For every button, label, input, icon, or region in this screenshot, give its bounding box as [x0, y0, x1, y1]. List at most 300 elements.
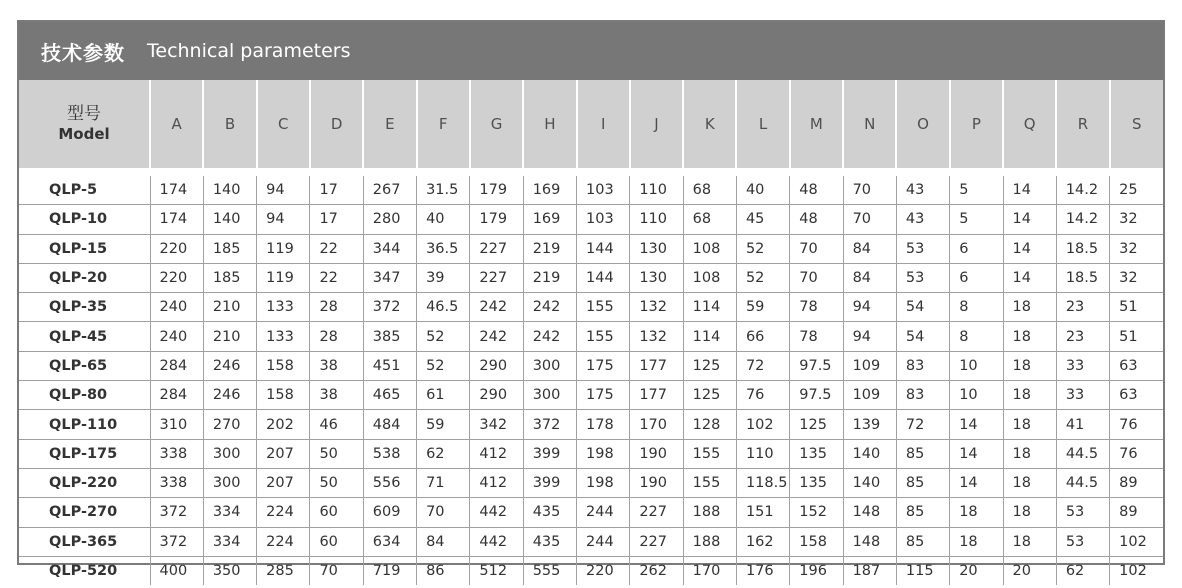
table-row [19, 410, 1163, 439]
value-cell: 133 [257, 322, 310, 351]
value-cell: 54 [896, 293, 949, 322]
model-cell: QLP-5 [19, 172, 150, 205]
value-cell: 484 [363, 410, 416, 439]
value-cell: 385 [363, 322, 416, 351]
column-header-r: R [1056, 80, 1109, 172]
value-cell: 46 [310, 410, 363, 439]
value-cell: 119 [257, 234, 310, 263]
value-cell: 110 [630, 172, 683, 205]
value-cell: 207 [257, 468, 310, 497]
value-cell: 300 [523, 381, 576, 410]
value-cell: 97.5 [790, 351, 843, 380]
value-cell: 70 [843, 205, 896, 234]
value-cell: 170 [630, 410, 683, 439]
value-cell: 62 [1056, 556, 1109, 585]
value-cell: 177 [630, 381, 683, 410]
value-cell: 148 [843, 527, 896, 556]
value-cell: 284 [150, 351, 203, 380]
value-cell: 83 [896, 381, 949, 410]
value-cell: 33 [1056, 381, 1109, 410]
model-cell: QLP-365 [19, 527, 150, 556]
value-cell: 85 [896, 498, 949, 527]
value-cell: 188 [683, 498, 736, 527]
value-cell: 71 [417, 468, 470, 497]
value-cell: 125 [683, 381, 736, 410]
value-cell: 342 [470, 410, 523, 439]
column-header-g: G [470, 80, 523, 172]
column-header-n: N [843, 80, 896, 172]
value-cell: 310 [150, 410, 203, 439]
value-cell: 89 [1110, 498, 1163, 527]
value-cell: 347 [363, 263, 416, 292]
value-cell: 52 [736, 263, 789, 292]
value-cell: 118.5 [736, 468, 789, 497]
value-cell: 242 [523, 322, 576, 351]
value-cell: 262 [630, 556, 683, 585]
model-cell: QLP-270 [19, 498, 150, 527]
model-label-en: Model [58, 125, 110, 143]
model-cell: QLP-65 [19, 351, 150, 380]
value-cell: 103 [577, 205, 630, 234]
value-cell: 140 [203, 205, 256, 234]
value-cell: 52 [736, 234, 789, 263]
value-cell: 68 [683, 172, 736, 205]
table-row [19, 172, 1163, 205]
value-cell: 244 [577, 498, 630, 527]
value-cell: 155 [577, 322, 630, 351]
value-cell: 227 [470, 234, 523, 263]
value-cell: 18.5 [1056, 263, 1109, 292]
value-cell: 132 [630, 293, 683, 322]
table-row [19, 205, 1163, 234]
value-cell: 70 [790, 263, 843, 292]
value-cell: 66 [736, 322, 789, 351]
table-row [19, 322, 1163, 351]
value-cell: 399 [523, 439, 576, 468]
column-header-f: F [417, 80, 470, 172]
column-header-b: B [203, 80, 256, 172]
value-cell: 119 [257, 263, 310, 292]
value-cell: 465 [363, 381, 416, 410]
value-cell: 290 [470, 351, 523, 380]
value-cell: 280 [363, 205, 416, 234]
title-chinese: 技术参数 [41, 40, 125, 65]
value-cell: 115 [896, 556, 949, 585]
value-cell: 334 [203, 498, 256, 527]
value-cell: 108 [683, 234, 736, 263]
value-cell: 33 [1056, 351, 1109, 380]
value-cell: 400 [150, 556, 203, 585]
value-cell: 285 [257, 556, 310, 585]
value-cell: 185 [203, 263, 256, 292]
value-cell: 350 [203, 556, 256, 585]
value-cell: 538 [363, 439, 416, 468]
value-cell: 14 [1003, 263, 1056, 292]
value-cell: 97.5 [790, 381, 843, 410]
value-cell: 44.5 [1056, 468, 1109, 497]
value-cell: 442 [470, 527, 523, 556]
table-row [19, 498, 1163, 527]
value-cell: 108 [683, 263, 736, 292]
title-english: Technical parameters [147, 40, 351, 62]
value-cell: 242 [470, 322, 523, 351]
value-cell: 109 [843, 351, 896, 380]
value-cell: 14 [1003, 172, 1056, 205]
value-cell: 155 [683, 468, 736, 497]
value-cell: 300 [203, 439, 256, 468]
model-cell: QLP-80 [19, 381, 150, 410]
value-cell: 102 [1110, 556, 1163, 585]
value-cell: 22 [310, 263, 363, 292]
value-cell: 158 [257, 381, 310, 410]
table-row [19, 293, 1163, 322]
value-cell: 130 [630, 234, 683, 263]
value-cell: 185 [203, 234, 256, 263]
value-cell: 609 [363, 498, 416, 527]
value-cell: 187 [843, 556, 896, 585]
value-cell: 140 [843, 439, 896, 468]
value-cell: 17 [310, 205, 363, 234]
value-cell: 48 [790, 172, 843, 205]
value-cell: 18.5 [1056, 234, 1109, 263]
value-cell: 412 [470, 468, 523, 497]
value-cell: 158 [790, 527, 843, 556]
value-cell: 300 [523, 351, 576, 380]
value-cell: 22 [310, 234, 363, 263]
model-column-header [19, 80, 150, 172]
value-cell: 174 [150, 205, 203, 234]
value-cell: 169 [523, 172, 576, 205]
value-cell: 139 [843, 410, 896, 439]
value-cell: 344 [363, 234, 416, 263]
value-cell: 372 [150, 498, 203, 527]
value-cell: 70 [310, 556, 363, 585]
value-cell: 372 [150, 527, 203, 556]
value-cell: 50 [310, 439, 363, 468]
value-cell: 188 [683, 527, 736, 556]
model-cell: QLP-520 [49, 563, 118, 579]
value-cell: 51 [1110, 322, 1163, 351]
table-row [19, 234, 1163, 263]
value-cell: 555 [523, 556, 576, 585]
value-cell: 207 [257, 439, 310, 468]
value-cell: 372 [523, 410, 576, 439]
value-cell: 6 [950, 234, 1003, 263]
value-cell: 202 [257, 410, 310, 439]
value-cell: 25 [1110, 172, 1163, 205]
value-cell: 18 [1003, 322, 1056, 351]
value-cell: 219 [523, 234, 576, 263]
value-cell: 300 [203, 468, 256, 497]
value-cell: 53 [896, 263, 949, 292]
value-cell: 190 [630, 468, 683, 497]
value-cell: 63 [1110, 351, 1163, 380]
value-cell: 198 [577, 468, 630, 497]
value-cell: 240 [150, 293, 203, 322]
value-cell: 18 [1003, 381, 1056, 410]
value-cell: 8 [950, 293, 1003, 322]
value-cell: 85 [896, 527, 949, 556]
value-cell: 94 [257, 205, 310, 234]
value-cell: 43 [896, 205, 949, 234]
model-cell: QLP-110 [19, 410, 150, 439]
value-cell: 60 [310, 527, 363, 556]
model-label-cn: 型号 [67, 104, 101, 124]
value-cell: 435 [523, 527, 576, 556]
column-header-e: E [363, 80, 416, 172]
column-header-s: S [1110, 80, 1163, 172]
value-cell: 51 [1110, 293, 1163, 322]
value-cell: 114 [683, 322, 736, 351]
value-cell: 72 [896, 410, 949, 439]
value-cell: 40 [417, 205, 470, 234]
value-cell: 220 [577, 556, 630, 585]
value-cell: 32 [1110, 205, 1163, 234]
value-cell: 109 [843, 381, 896, 410]
value-cell: 246 [203, 351, 256, 380]
value-cell: 719 [363, 556, 416, 585]
value-cell: 176 [736, 556, 789, 585]
column-header-l: L [736, 80, 789, 172]
value-cell: 59 [736, 293, 789, 322]
value-cell: 144 [577, 234, 630, 263]
value-cell: 14 [950, 439, 1003, 468]
value-cell: 14 [1003, 234, 1056, 263]
value-cell: 227 [630, 527, 683, 556]
value-cell: 31.5 [417, 172, 470, 205]
value-cell: 76 [1110, 410, 1163, 439]
value-cell: 198 [577, 439, 630, 468]
value-cell: 14.2 [1056, 205, 1109, 234]
value-cell: 334 [203, 527, 256, 556]
value-cell: 84 [417, 527, 470, 556]
value-cell: 14.2 [1056, 172, 1109, 205]
column-header-q: Q [1003, 80, 1056, 172]
value-cell: 179 [470, 172, 523, 205]
model-cell: QLP-45 [19, 322, 150, 351]
table-body [19, 172, 1163, 585]
value-cell: 435 [523, 498, 576, 527]
value-cell: 8 [950, 322, 1003, 351]
value-cell: 227 [630, 498, 683, 527]
value-cell: 10 [950, 381, 1003, 410]
value-cell: 85 [896, 439, 949, 468]
value-cell: 110 [736, 439, 789, 468]
value-cell: 155 [683, 439, 736, 468]
value-cell: 17 [310, 172, 363, 205]
value-cell: 18 [1003, 293, 1056, 322]
value-cell: 18 [950, 498, 1003, 527]
value-cell: 125 [790, 410, 843, 439]
value-cell: 14 [950, 468, 1003, 497]
value-cell: 18 [1003, 410, 1056, 439]
value-cell: 59 [417, 410, 470, 439]
value-cell: 284 [150, 381, 203, 410]
value-cell: 103 [577, 172, 630, 205]
table-row [19, 527, 1163, 556]
value-cell: 14 [1003, 205, 1056, 234]
value-cell: 85 [896, 468, 949, 497]
value-cell: 41 [1056, 410, 1109, 439]
value-cell: 170 [683, 556, 736, 585]
model-cell: QLP-35 [19, 293, 150, 322]
value-cell: 6 [950, 263, 1003, 292]
value-cell: 23 [1056, 293, 1109, 322]
value-cell: 190 [630, 439, 683, 468]
value-cell: 52 [417, 351, 470, 380]
value-cell: 38 [310, 381, 363, 410]
value-cell: 63 [1110, 381, 1163, 410]
value-cell: 210 [203, 293, 256, 322]
value-cell: 148 [843, 498, 896, 527]
value-cell: 133 [257, 293, 310, 322]
value-cell: 39 [417, 263, 470, 292]
value-cell: 158 [257, 351, 310, 380]
value-cell: 18 [1003, 439, 1056, 468]
value-cell: 18 [1003, 351, 1056, 380]
value-cell: 70 [843, 172, 896, 205]
value-cell: 44.5 [1056, 439, 1109, 468]
value-cell: 89 [1110, 468, 1163, 497]
table-row [19, 263, 1163, 292]
value-cell: 40 [736, 172, 789, 205]
table-row [19, 381, 1163, 410]
table-row [19, 351, 1163, 380]
value-cell: 54 [896, 322, 949, 351]
column-header-o: O [896, 80, 949, 172]
value-cell: 43 [896, 172, 949, 205]
value-cell: 125 [683, 351, 736, 380]
table-row [19, 556, 1163, 585]
table-header-row [19, 80, 1163, 172]
value-cell: 338 [150, 468, 203, 497]
column-header-c: C [257, 80, 310, 172]
value-cell: 18 [1003, 468, 1056, 497]
value-cell: 412 [470, 439, 523, 468]
title-bar [19, 22, 1163, 80]
value-cell: 140 [203, 172, 256, 205]
value-cell: 175 [577, 351, 630, 380]
table-row [19, 439, 1163, 468]
value-cell: 53 [896, 234, 949, 263]
value-cell: 20 [1003, 556, 1056, 585]
value-cell: 162 [736, 527, 789, 556]
value-cell: 83 [896, 351, 949, 380]
value-cell: 219 [523, 263, 576, 292]
value-cell: 110 [630, 205, 683, 234]
value-cell: 196 [790, 556, 843, 585]
value-cell: 52 [417, 322, 470, 351]
value-cell: 70 [790, 234, 843, 263]
value-cell: 270 [203, 410, 256, 439]
value-cell: 94 [843, 293, 896, 322]
value-cell: 28 [310, 322, 363, 351]
value-cell: 46.5 [417, 293, 470, 322]
value-cell: 18 [1003, 498, 1056, 527]
value-cell: 290 [470, 381, 523, 410]
value-cell: 102 [1110, 527, 1163, 556]
value-cell: 70 [417, 498, 470, 527]
value-cell: 267 [363, 172, 416, 205]
model-cell: QLP-10 [19, 205, 150, 234]
column-header-m: M [790, 80, 843, 172]
value-cell: 224 [257, 498, 310, 527]
value-cell: 61 [417, 381, 470, 410]
column-header-p: P [950, 80, 1003, 172]
model-cell: QLP-20 [19, 263, 150, 292]
table-row [19, 468, 1163, 497]
value-cell: 28 [310, 293, 363, 322]
value-cell: 76 [1110, 439, 1163, 468]
value-cell: 102 [736, 410, 789, 439]
value-cell: 151 [736, 498, 789, 527]
value-cell: 177 [630, 351, 683, 380]
value-cell: 114 [683, 293, 736, 322]
value-cell: 60 [310, 498, 363, 527]
value-cell: 36.5 [417, 234, 470, 263]
value-cell: 135 [790, 468, 843, 497]
value-cell: 135 [790, 439, 843, 468]
value-cell: 78 [790, 293, 843, 322]
value-cell: 94 [257, 172, 310, 205]
value-cell: 128 [683, 410, 736, 439]
value-cell: 48 [790, 205, 843, 234]
value-cell: 94 [843, 322, 896, 351]
value-cell: 53 [1056, 527, 1109, 556]
value-cell: 86 [417, 556, 470, 585]
column-header-j: J [630, 80, 683, 172]
parameters-table [19, 80, 1163, 585]
technical-parameters-panel [17, 20, 1165, 579]
column-header-i: I [577, 80, 630, 172]
column-header-d: D [310, 80, 363, 172]
column-header-h: H [523, 80, 576, 172]
value-cell: 32 [1110, 263, 1163, 292]
model-cell: QLP-175 [19, 439, 150, 468]
value-cell: 84 [843, 263, 896, 292]
value-cell: 38 [310, 351, 363, 380]
value-cell: 442 [470, 498, 523, 527]
value-cell: 155 [577, 293, 630, 322]
value-cell: 14 [950, 410, 1003, 439]
model-cell: QLP-15 [19, 234, 150, 263]
value-cell: 62 [417, 439, 470, 468]
value-cell: 399 [523, 468, 576, 497]
value-cell: 130 [630, 263, 683, 292]
value-cell: 20 [950, 556, 1003, 585]
value-cell: 5 [950, 205, 1003, 234]
value-cell: 5 [950, 172, 1003, 205]
value-cell: 451 [363, 351, 416, 380]
value-cell: 140 [843, 468, 896, 497]
value-cell: 178 [577, 410, 630, 439]
value-cell: 227 [470, 263, 523, 292]
value-cell: 84 [843, 234, 896, 263]
value-cell: 556 [363, 468, 416, 497]
value-cell: 68 [683, 205, 736, 234]
value-cell: 53 [1056, 498, 1109, 527]
value-cell: 45 [736, 205, 789, 234]
value-cell: 242 [523, 293, 576, 322]
value-cell: 175 [577, 381, 630, 410]
value-cell: 18 [950, 527, 1003, 556]
value-cell: 169 [523, 205, 576, 234]
value-cell: 220 [150, 234, 203, 263]
value-cell: 242 [470, 293, 523, 322]
value-cell: 152 [790, 498, 843, 527]
value-cell: 144 [577, 263, 630, 292]
value-cell: 512 [470, 556, 523, 585]
